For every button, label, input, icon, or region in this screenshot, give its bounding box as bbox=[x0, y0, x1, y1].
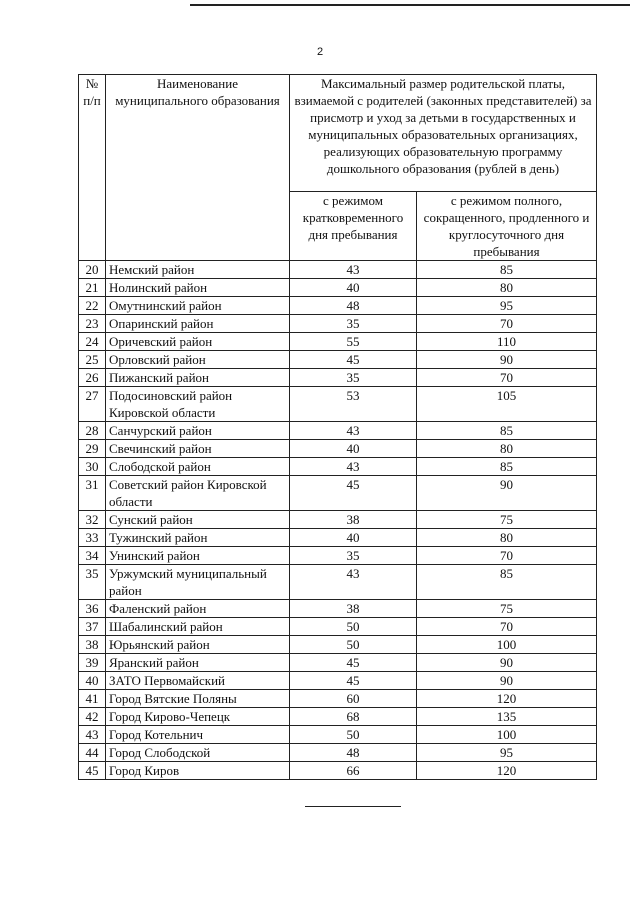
cell-short-stay-fee: 38 bbox=[290, 600, 417, 618]
cell-num: 45 bbox=[79, 762, 106, 780]
cell-num: 30 bbox=[79, 458, 106, 476]
cell-name: Пижанский район bbox=[106, 369, 290, 387]
table-body bbox=[79, 261, 597, 780]
cell-short-stay-fee: 43 bbox=[290, 422, 417, 440]
cell-full-stay-fee: 120 bbox=[417, 690, 597, 708]
cell-num: 42 bbox=[79, 708, 106, 726]
cell-full-stay-fee: 70 bbox=[417, 369, 597, 387]
table-row bbox=[79, 636, 597, 654]
cell-short-stay-fee: 35 bbox=[290, 315, 417, 333]
cell-full-stay-fee: 80 bbox=[417, 279, 597, 297]
cell-short-stay-fee: 45 bbox=[290, 672, 417, 690]
cell-name: Нолинский район bbox=[106, 279, 290, 297]
cell-name: Оричевский район bbox=[106, 333, 290, 351]
cell-name: ЗАТО Первомайский bbox=[106, 672, 290, 690]
cell-name: Город Слободской bbox=[106, 744, 290, 762]
cell-short-stay-fee: 35 bbox=[290, 369, 417, 387]
cell-short-stay-fee: 43 bbox=[290, 261, 417, 279]
cell-short-stay-fee: 40 bbox=[290, 440, 417, 458]
table-row bbox=[79, 476, 597, 511]
cell-full-stay-fee: 100 bbox=[417, 726, 597, 744]
cell-full-stay-fee: 80 bbox=[417, 529, 597, 547]
cell-num: 39 bbox=[79, 654, 106, 672]
header-short-stay: с режимом кратковременного дня пребывания bbox=[290, 192, 417, 261]
table-row bbox=[79, 618, 597, 636]
cell-num: 26 bbox=[79, 369, 106, 387]
cell-name: Город Котельнич bbox=[106, 726, 290, 744]
cell-name: Советский район Кировской области bbox=[106, 476, 290, 511]
cell-num: 25 bbox=[79, 351, 106, 369]
table-row bbox=[79, 351, 597, 369]
table-row bbox=[79, 672, 597, 690]
cell-full-stay-fee: 70 bbox=[417, 618, 597, 636]
table-row bbox=[79, 333, 597, 351]
cell-full-stay-fee: 110 bbox=[417, 333, 597, 351]
cell-num: 27 bbox=[79, 387, 106, 422]
table-row bbox=[79, 279, 597, 297]
table-row bbox=[79, 547, 597, 565]
cell-short-stay-fee: 48 bbox=[290, 744, 417, 762]
cell-full-stay-fee: 90 bbox=[417, 654, 597, 672]
cell-full-stay-fee: 95 bbox=[417, 744, 597, 762]
cell-name: Омутнинский район bbox=[106, 297, 290, 315]
header-name: Наименование муниципального образования bbox=[106, 75, 290, 261]
cell-short-stay-fee: 43 bbox=[290, 565, 417, 600]
cell-full-stay-fee: 120 bbox=[417, 762, 597, 780]
cell-full-stay-fee: 105 bbox=[417, 387, 597, 422]
end-rule bbox=[305, 806, 401, 807]
cell-full-stay-fee: 75 bbox=[417, 511, 597, 529]
table-row bbox=[79, 315, 597, 333]
cell-full-stay-fee: 75 bbox=[417, 600, 597, 618]
top-rule bbox=[190, 4, 630, 6]
cell-num: 28 bbox=[79, 422, 106, 440]
cell-num: 40 bbox=[79, 672, 106, 690]
cell-full-stay-fee: 70 bbox=[417, 547, 597, 565]
cell-num: 29 bbox=[79, 440, 106, 458]
cell-short-stay-fee: 40 bbox=[290, 279, 417, 297]
table-row bbox=[79, 565, 597, 600]
table-row bbox=[79, 762, 597, 780]
cell-full-stay-fee: 95 bbox=[417, 297, 597, 315]
table-row bbox=[79, 369, 597, 387]
table-row bbox=[79, 261, 597, 279]
cell-full-stay-fee: 135 bbox=[417, 708, 597, 726]
table-row bbox=[79, 708, 597, 726]
cell-short-stay-fee: 45 bbox=[290, 654, 417, 672]
cell-name: Юрьянский район bbox=[106, 636, 290, 654]
cell-name: Слободской район bbox=[106, 458, 290, 476]
table-row bbox=[79, 744, 597, 762]
cell-full-stay-fee: 85 bbox=[417, 261, 597, 279]
table-row bbox=[79, 458, 597, 476]
cell-num: 38 bbox=[79, 636, 106, 654]
cell-full-stay-fee: 80 bbox=[417, 440, 597, 458]
cell-short-stay-fee: 60 bbox=[290, 690, 417, 708]
cell-name: Город Кирово-Чепецк bbox=[106, 708, 290, 726]
cell-num: 22 bbox=[79, 297, 106, 315]
page-number: 2 bbox=[316, 46, 324, 58]
table-row bbox=[79, 600, 597, 618]
header-full-stay: с режимом полного, сокращенного, продленного и круглосуточного дня пребывания bbox=[417, 192, 597, 261]
table-header bbox=[79, 75, 597, 261]
cell-name: Сунский район bbox=[106, 511, 290, 529]
header-fee-title: Максимальный размер родительской платы, взимаемой с родителей (законных представителей) за присмотр и уход за детьми в государственных и муниципальных образовательных организациях, реализующих образовательную программу дошкольного образования (рублей в день) bbox=[290, 75, 597, 192]
cell-name: Яранский район bbox=[106, 654, 290, 672]
table-row bbox=[79, 726, 597, 744]
cell-num: 44 bbox=[79, 744, 106, 762]
table-row bbox=[79, 511, 597, 529]
cell-full-stay-fee: 70 bbox=[417, 315, 597, 333]
header-num: № п/п bbox=[79, 75, 106, 261]
cell-short-stay-fee: 45 bbox=[290, 351, 417, 369]
cell-num: 41 bbox=[79, 690, 106, 708]
cell-full-stay-fee: 85 bbox=[417, 422, 597, 440]
cell-name: Город Вятские Поляны bbox=[106, 690, 290, 708]
table-row bbox=[79, 690, 597, 708]
cell-short-stay-fee: 45 bbox=[290, 476, 417, 511]
cell-name: Опаринский район bbox=[106, 315, 290, 333]
cell-num: 34 bbox=[79, 547, 106, 565]
cell-num: 20 bbox=[79, 261, 106, 279]
cell-name: Немский район bbox=[106, 261, 290, 279]
cell-num: 24 bbox=[79, 333, 106, 351]
cell-short-stay-fee: 35 bbox=[290, 547, 417, 565]
cell-name: Шабалинский район bbox=[106, 618, 290, 636]
cell-short-stay-fee: 43 bbox=[290, 458, 417, 476]
cell-full-stay-fee: 85 bbox=[417, 565, 597, 600]
cell-num: 43 bbox=[79, 726, 106, 744]
table-row bbox=[79, 529, 597, 547]
cell-num: 32 bbox=[79, 511, 106, 529]
cell-short-stay-fee: 50 bbox=[290, 618, 417, 636]
cell-name: Тужинский район bbox=[106, 529, 290, 547]
cell-num: 33 bbox=[79, 529, 106, 547]
cell-num: 37 bbox=[79, 618, 106, 636]
cell-short-stay-fee: 50 bbox=[290, 726, 417, 744]
table-row bbox=[79, 387, 597, 422]
cell-name: Город Киров bbox=[106, 762, 290, 780]
cell-name: Санчурский район bbox=[106, 422, 290, 440]
cell-full-stay-fee: 90 bbox=[417, 476, 597, 511]
cell-num: 35 bbox=[79, 565, 106, 600]
cell-num: 21 bbox=[79, 279, 106, 297]
cell-full-stay-fee: 90 bbox=[417, 351, 597, 369]
cell-name: Фаленский район bbox=[106, 600, 290, 618]
cell-short-stay-fee: 48 bbox=[290, 297, 417, 315]
cell-short-stay-fee: 40 bbox=[290, 529, 417, 547]
cell-short-stay-fee: 55 bbox=[290, 333, 417, 351]
cell-short-stay-fee: 50 bbox=[290, 636, 417, 654]
table-row bbox=[79, 297, 597, 315]
cell-short-stay-fee: 66 bbox=[290, 762, 417, 780]
cell-short-stay-fee: 68 bbox=[290, 708, 417, 726]
cell-short-stay-fee: 38 bbox=[290, 511, 417, 529]
table-row bbox=[79, 422, 597, 440]
table-row bbox=[79, 654, 597, 672]
cell-full-stay-fee: 100 bbox=[417, 636, 597, 654]
fee-table bbox=[78, 74, 597, 780]
cell-name: Орловский район bbox=[106, 351, 290, 369]
cell-num: 36 bbox=[79, 600, 106, 618]
cell-name: Подосиновский район Кировской области bbox=[106, 387, 290, 422]
table-row bbox=[79, 440, 597, 458]
cell-full-stay-fee: 90 bbox=[417, 672, 597, 690]
cell-short-stay-fee: 53 bbox=[290, 387, 417, 422]
cell-num: 23 bbox=[79, 315, 106, 333]
cell-full-stay-fee: 85 bbox=[417, 458, 597, 476]
cell-name: Уржумский муниципальный район bbox=[106, 565, 290, 600]
cell-name: Свечинский район bbox=[106, 440, 290, 458]
cell-num: 31 bbox=[79, 476, 106, 511]
cell-name: Унинский район bbox=[106, 547, 290, 565]
